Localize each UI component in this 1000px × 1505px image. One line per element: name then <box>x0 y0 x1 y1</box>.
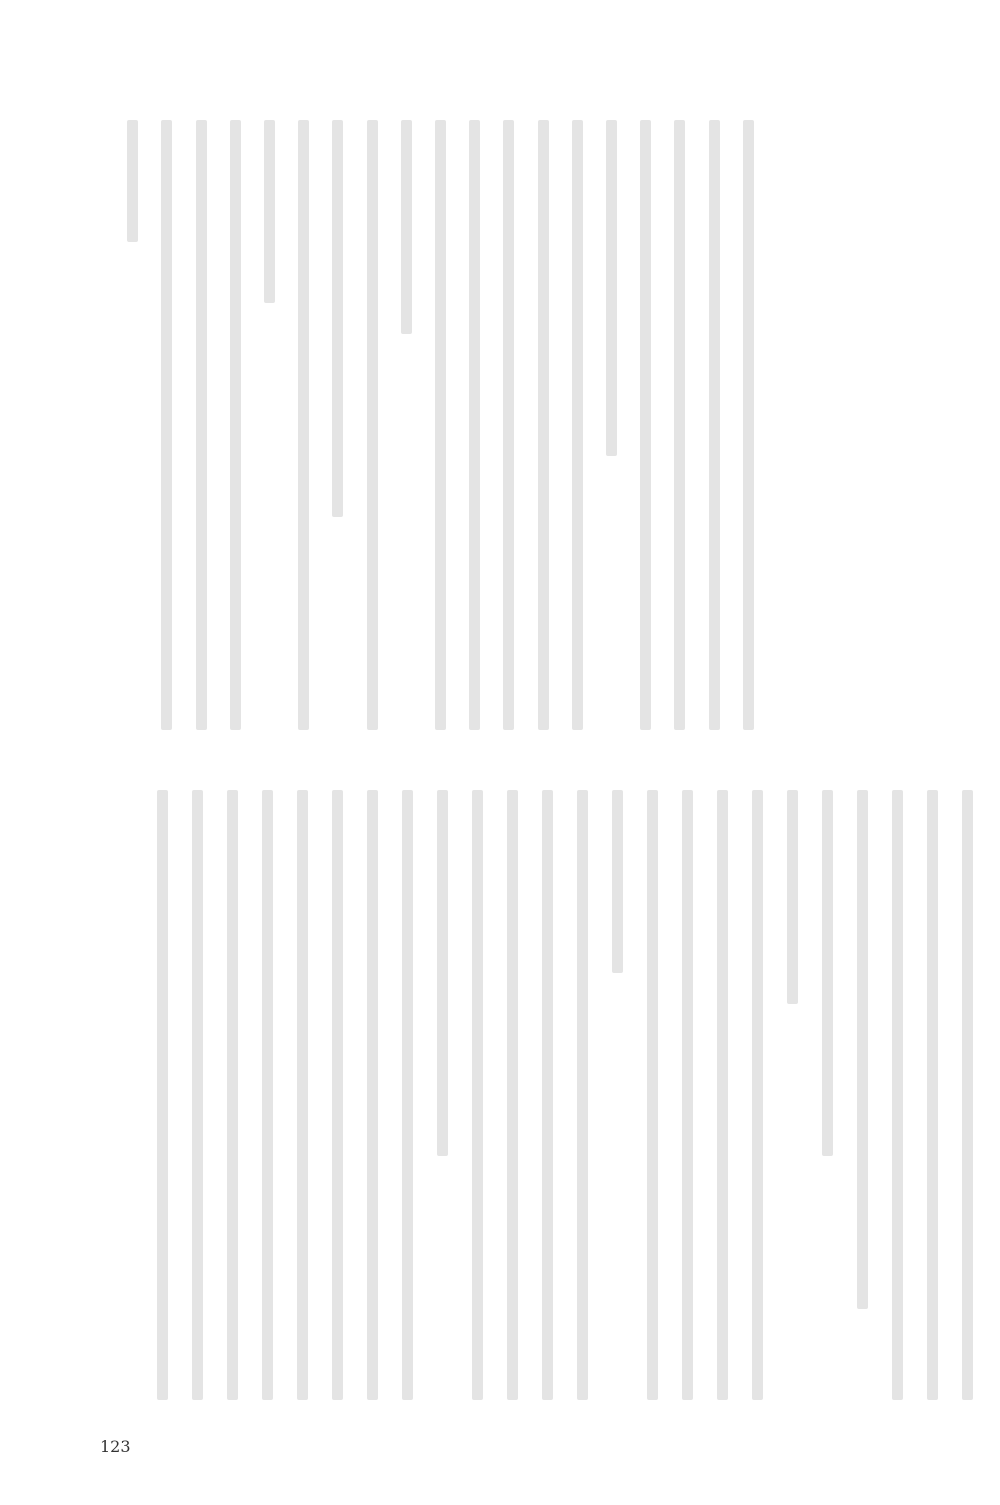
text-line-placeholder <box>542 790 553 1400</box>
text-column <box>915 790 950 1400</box>
text-column <box>285 790 320 1400</box>
text-column <box>425 790 460 1400</box>
text-column <box>390 790 425 1400</box>
text-line-placeholder <box>709 120 720 730</box>
text-line-placeholder <box>262 790 273 1400</box>
text-line-placeholder <box>857 790 868 1309</box>
text-line-placeholder <box>612 790 623 973</box>
text-column <box>423 120 457 730</box>
text-column <box>594 120 628 730</box>
text-column <box>697 120 731 730</box>
text-line-placeholder <box>640 120 651 730</box>
text-column <box>149 120 183 730</box>
text-column <box>145 790 180 1400</box>
text-line-placeholder <box>507 790 518 1400</box>
text-line-placeholder <box>472 790 483 1400</box>
text-column <box>600 790 635 1400</box>
text-column <box>635 790 670 1400</box>
text-line-placeholder <box>572 120 583 730</box>
text-column <box>565 790 600 1400</box>
text-column <box>740 790 775 1400</box>
text-line-placeholder <box>927 790 938 1400</box>
page-number: 123 <box>100 1437 131 1456</box>
text-column <box>845 790 880 1400</box>
text-line-placeholder <box>717 790 728 1400</box>
text-line-placeholder <box>682 790 693 1400</box>
text-line-placeholder <box>192 790 203 1400</box>
text-line-placeholder <box>157 790 168 1400</box>
text-column <box>670 790 705 1400</box>
text-line-placeholder <box>503 120 514 730</box>
text-line-placeholder <box>743 120 754 730</box>
text-block-lower <box>115 790 985 1400</box>
text-column <box>526 120 560 730</box>
text-column <box>775 790 810 1400</box>
text-column <box>184 120 218 730</box>
text-line-placeholder <box>787 790 798 1004</box>
text-line-placeholder <box>469 120 480 730</box>
text-line-placeholder <box>127 120 138 242</box>
text-column <box>880 790 915 1400</box>
text-block-upper <box>115 120 765 730</box>
text-column <box>115 120 149 730</box>
text-column <box>286 120 320 730</box>
text-column <box>250 790 285 1400</box>
text-line-placeholder <box>401 120 412 334</box>
text-line-placeholder <box>962 790 973 1400</box>
text-column <box>252 120 286 730</box>
text-line-placeholder <box>161 120 172 730</box>
text-line-placeholder <box>538 120 549 730</box>
text-line-placeholder <box>297 790 308 1400</box>
text-column <box>530 790 565 1400</box>
text-column <box>628 120 662 730</box>
text-line-placeholder <box>264 120 275 303</box>
text-line-placeholder <box>402 790 413 1400</box>
text-line-placeholder <box>892 790 903 1400</box>
text-column <box>355 790 390 1400</box>
text-line-placeholder <box>367 790 378 1400</box>
text-column <box>218 120 252 730</box>
text-column <box>215 790 250 1400</box>
text-line-placeholder <box>822 790 833 1156</box>
text-column <box>320 790 355 1400</box>
text-line-placeholder <box>227 790 238 1400</box>
text-line-placeholder <box>332 120 343 517</box>
text-line-placeholder <box>674 120 685 730</box>
text-column <box>460 790 495 1400</box>
text-column <box>810 790 845 1400</box>
text-column <box>457 120 491 730</box>
text-line-placeholder <box>435 120 446 730</box>
text-column <box>491 120 525 730</box>
text-column <box>950 790 985 1400</box>
text-column <box>495 790 530 1400</box>
text-column <box>662 120 696 730</box>
text-line-placeholder <box>606 120 617 456</box>
text-line-placeholder <box>752 790 763 1400</box>
text-column <box>320 120 354 730</box>
text-line-placeholder <box>332 790 343 1400</box>
text-column <box>731 120 765 730</box>
text-column <box>180 790 215 1400</box>
text-column <box>705 790 740 1400</box>
text-column <box>389 120 423 730</box>
text-line-placeholder <box>647 790 658 1400</box>
text-column <box>560 120 594 730</box>
text-line-placeholder <box>298 120 309 730</box>
text-line-placeholder <box>230 120 241 730</box>
text-line-placeholder <box>196 120 207 730</box>
text-line-placeholder <box>437 790 448 1156</box>
text-line-placeholder <box>367 120 378 730</box>
text-column <box>355 120 389 730</box>
text-line-placeholder <box>577 790 588 1400</box>
